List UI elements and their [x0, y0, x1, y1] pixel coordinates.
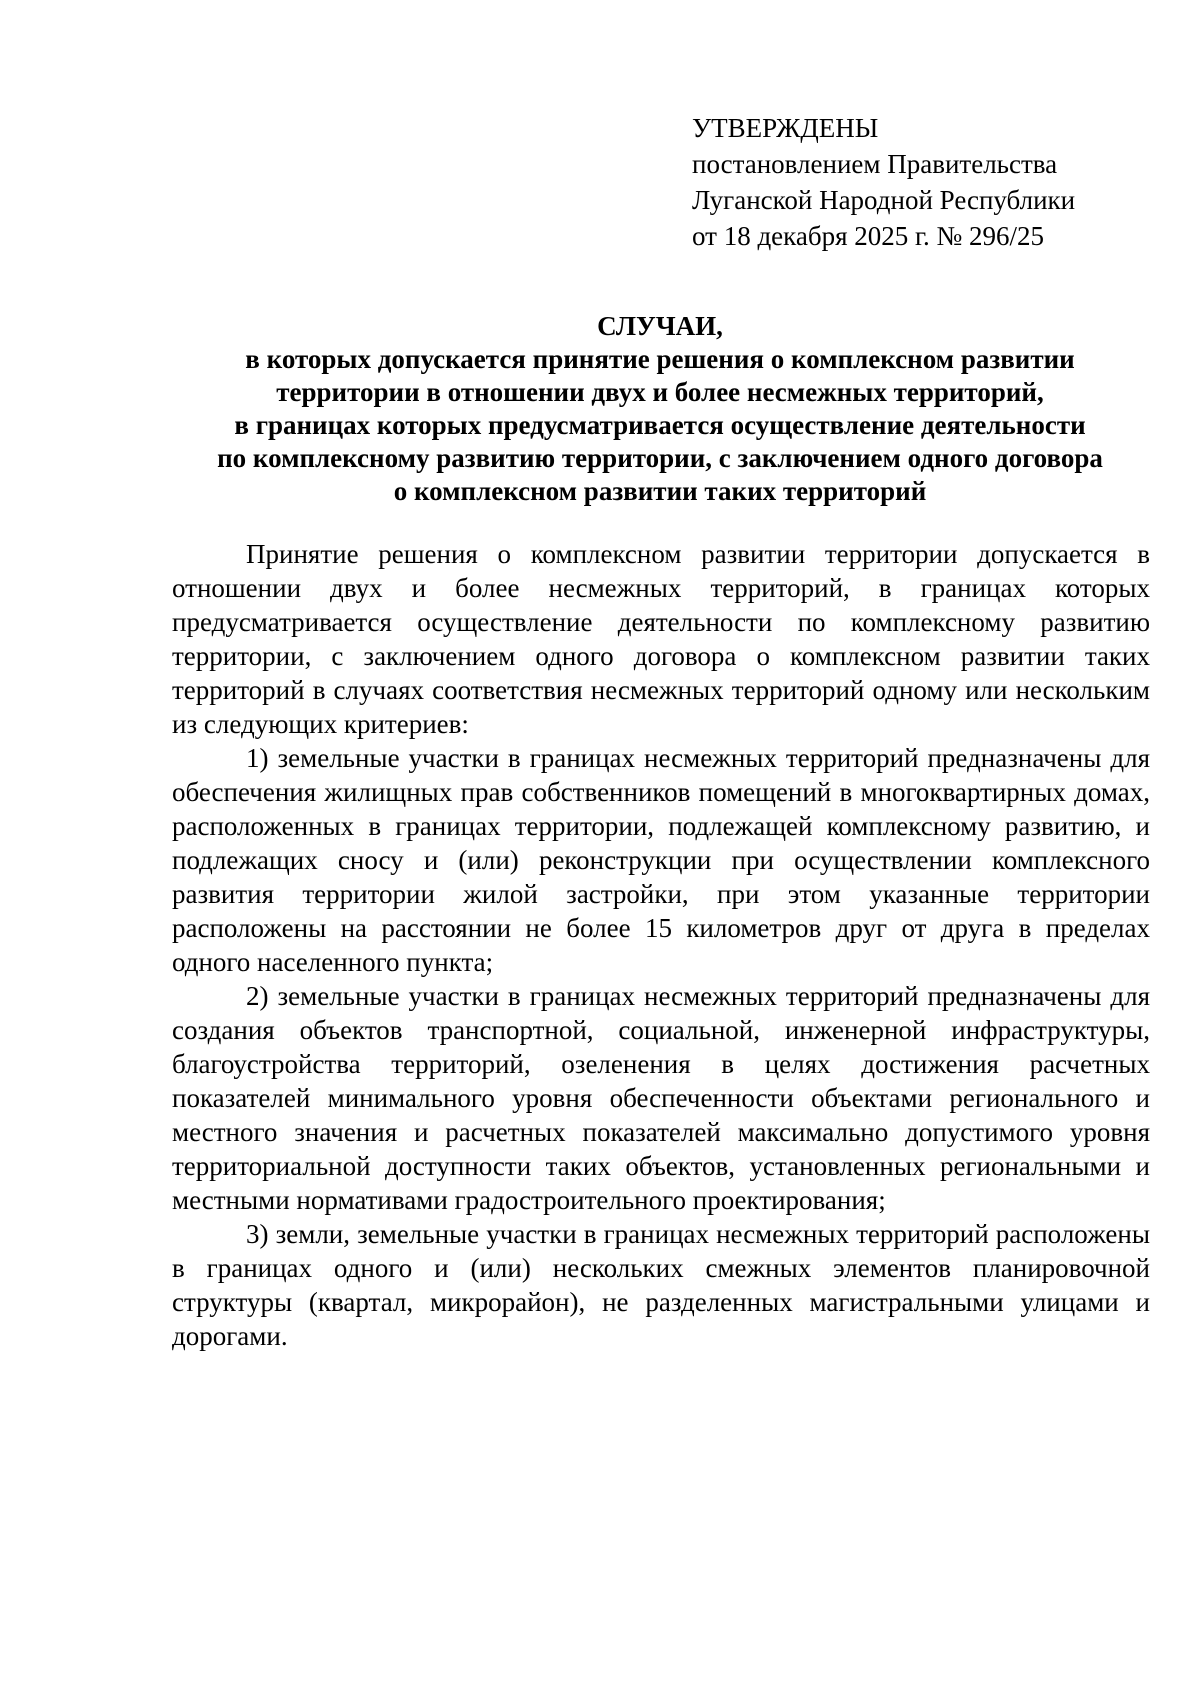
approval-line: постановлением Правительства — [692, 149, 1058, 179]
criterion-item-1: 1) земельные участки в границах несмежных территорий предназначены для обеспечения жилищных прав собственников помещений в многоквартирных домах, расположенных в границах территории, подлежащей комплексному развитию, и подлежащих сносу и (или) реконструкции при осуществлении комплексного развития территории жилой застройки, при этом указанные территории расположены на расстоянии не более 15 километров друг от друга в пределах одного населенного пункта; — [172, 743, 1150, 977]
document-body — [172, 537, 1150, 1353]
title-line: о комплексном развитии таких территорий — [393, 476, 927, 506]
title-line: территории в отношении двух и более несмежных территорий, — [276, 377, 1044, 407]
approval-date-number: от 18 декабря 2025 г. № 296/25 — [692, 221, 1045, 251]
approval-heading: УТВЕРЖДЕНЫ — [692, 113, 879, 143]
criterion-item-3: 3) земли, земельные участки в границах несмежных территорий расположены в границах одного и (или) нескольких смежных элементов планировочной структуры (квартал, микрорайон), не разделенных магистральными улицами и дорогами. — [172, 1219, 1150, 1351]
document-title — [120, 310, 1200, 508]
title-line: в границах которых предусматривается осуществление деятельности — [234, 410, 1086, 440]
title-line: по комплексному развитию территории, с заключением одного договора — [217, 443, 1103, 473]
approval-stamp-block — [692, 110, 1075, 254]
approval-line: Луганской Народной Республики — [692, 185, 1076, 215]
title-line: в которых допускается принятие решения о комплексном развитии — [245, 344, 1075, 374]
title-heading: СЛУЧАИ, — [597, 311, 723, 341]
criterion-item-2: 2) земельные участки в границах несмежных территорий предназначены для создания объектов транспортной, социальной, инженерной инфраструктуры, благоустройства территорий, озеленения в целях достижения расчетных показателей минимального уровня обеспеченности объектами регионального и местного значения и расчетных показателей максимально допустимого уровня территориальной доступности таких объектов, установленных региональными и местными нормативами градостроительного проектирования; — [172, 981, 1150, 1215]
intro-paragraph: Принятие решения о комплексном развитии территории допускается в отношении двух и более несмежных территорий, в границах которых предусматривается осуществление деятельности по комплексному развитию территории, с заключением одного договора о комплексном развитии таких территорий в случаях соответствия несмежных территорий одному или нескольким из следующих критериев: — [172, 539, 1150, 739]
